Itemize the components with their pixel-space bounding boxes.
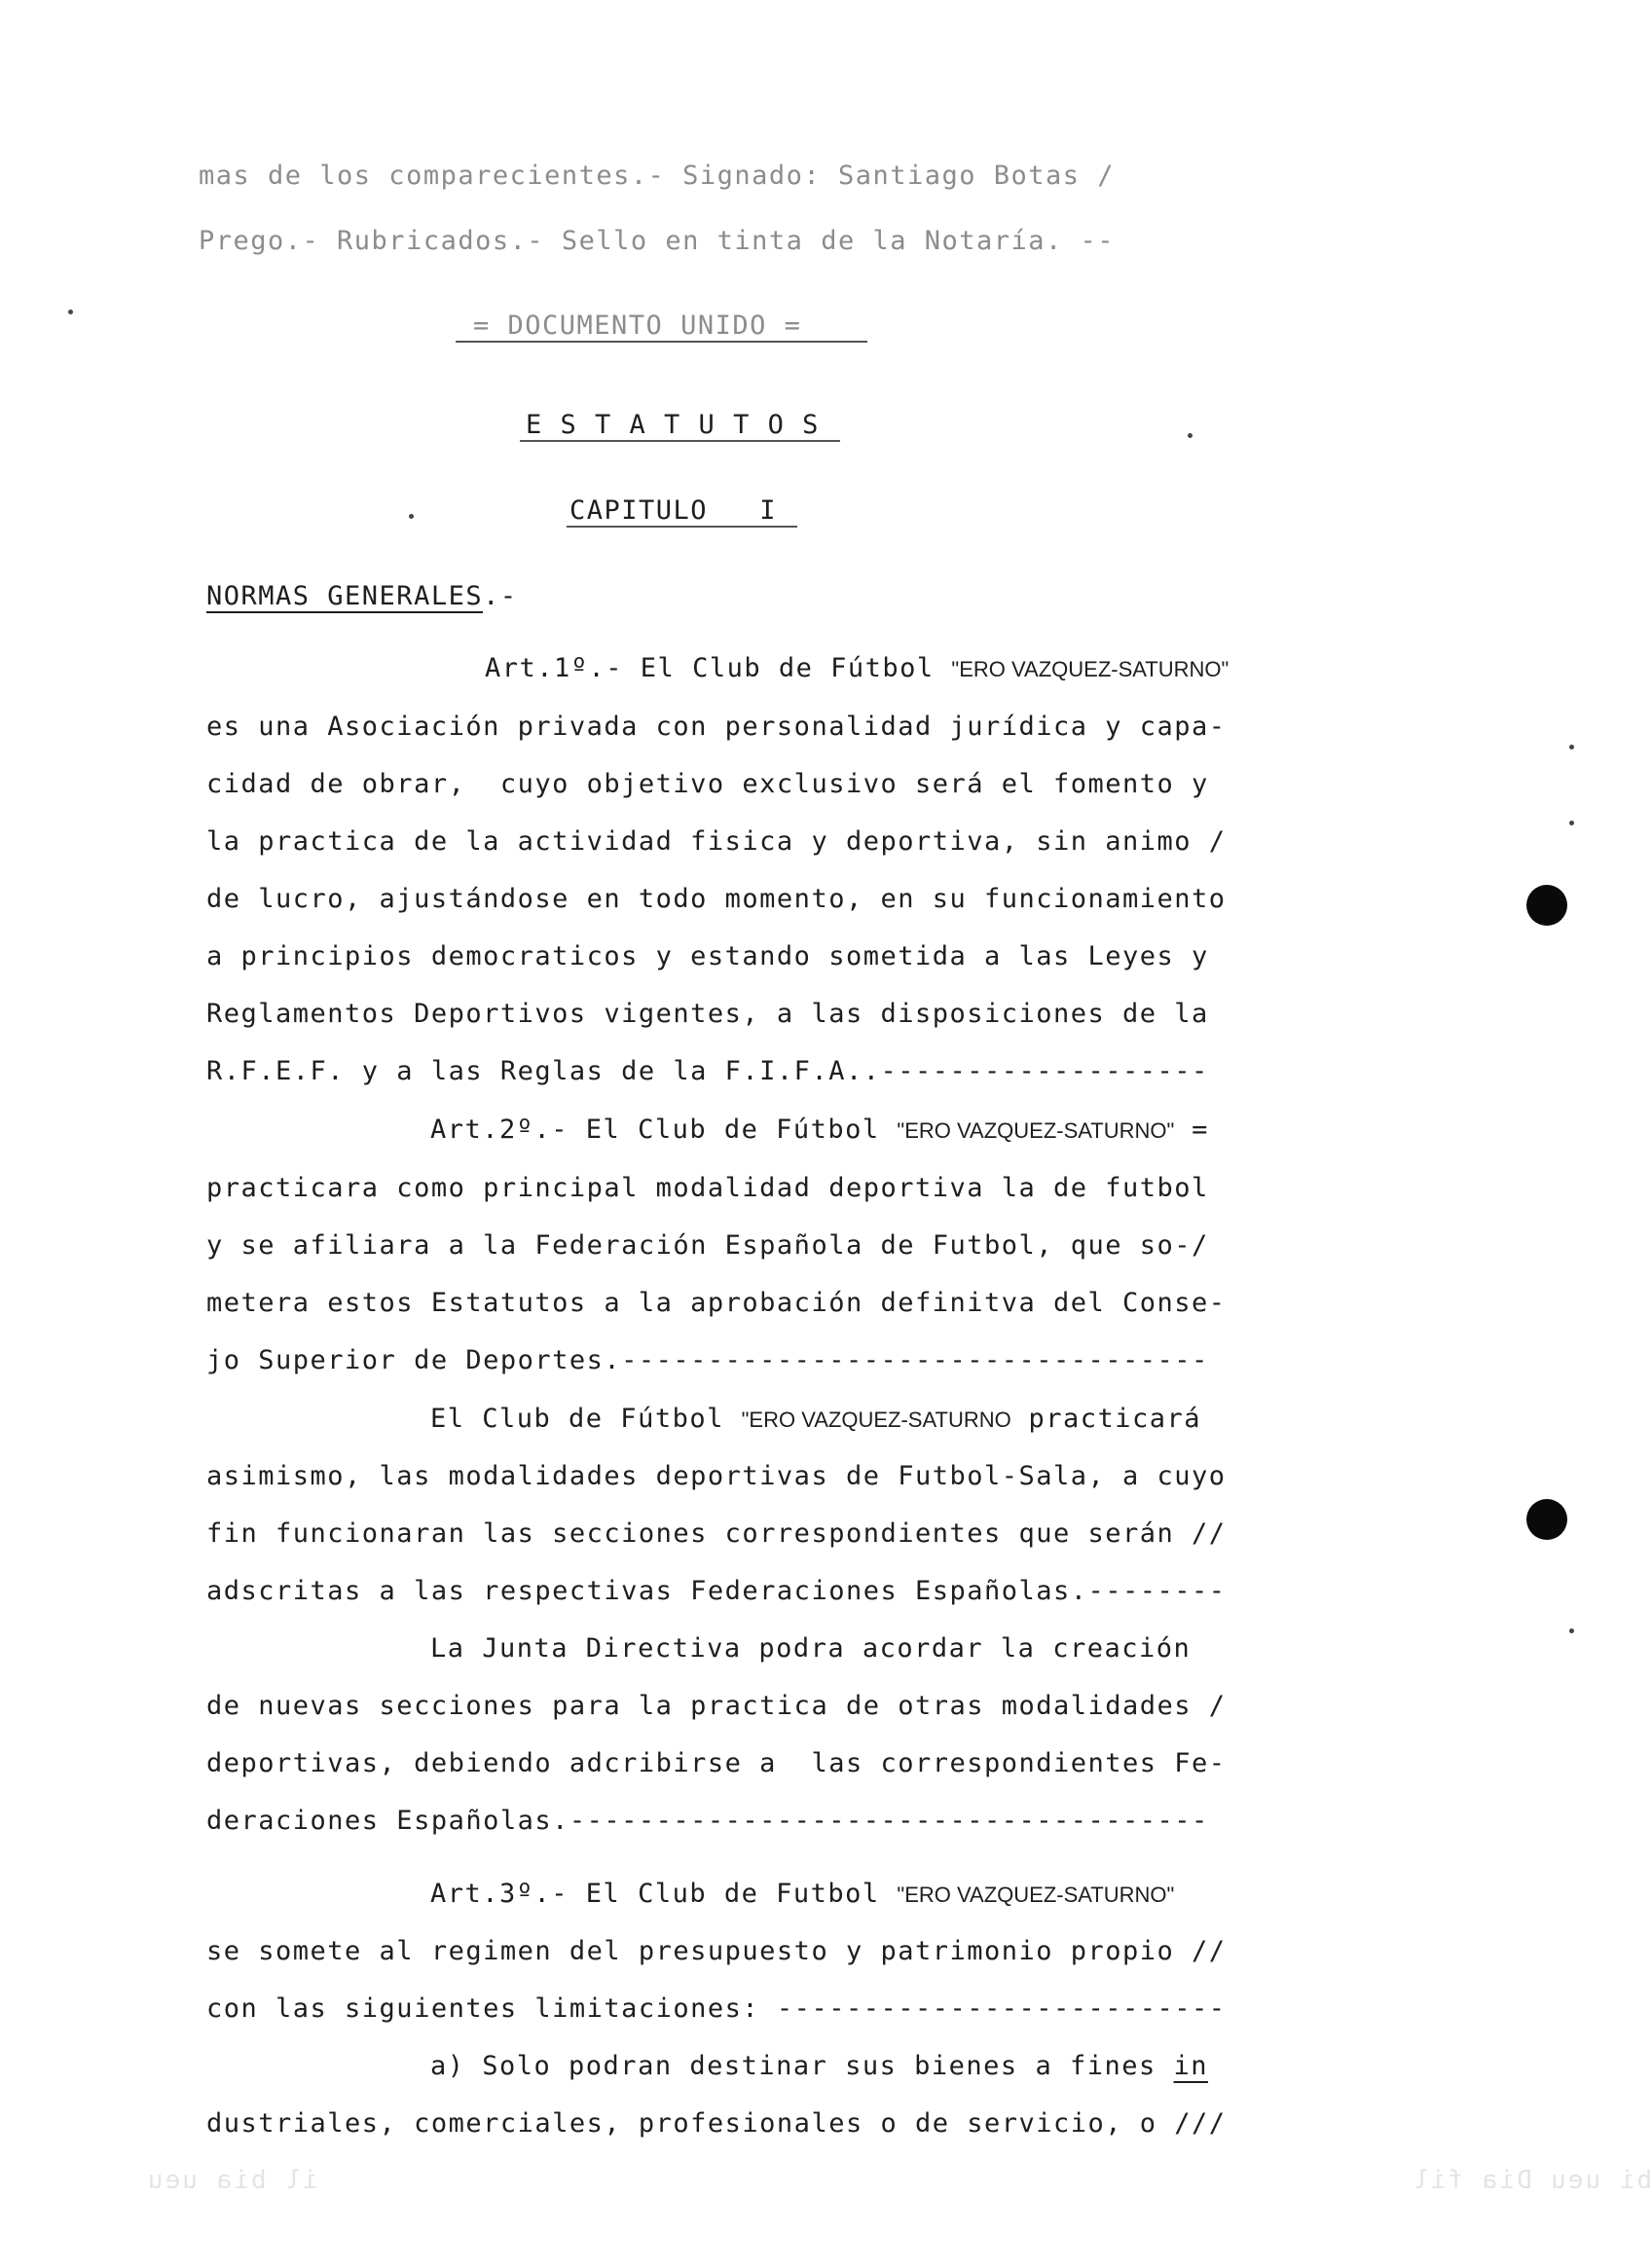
punch-hole-upper — [1526, 885, 1567, 926]
art2-para3-line-3: deraciones Españolas.------------------------------------- — [206, 1806, 1209, 1836]
art3-line-2: con las siguientes limitaciones: -------------------------- — [206, 1994, 1227, 2024]
speck — [409, 514, 414, 519]
punch-hole-lower — [1526, 1499, 1567, 1540]
art3-item-a-text: a) Solo podran destinar sus bienes a fines — [430, 2051, 1174, 2081]
art2-para3-lead: La Junta Directiva podra acordar la creación — [430, 1633, 1192, 1664]
art2-para2-line-1: asimismo, las modalidades deportivas de Futbol-Sala, a cuyo — [206, 1461, 1227, 1491]
art1-line-4: de lucro, ajustándose en todo momento, en su funcionamiento — [206, 884, 1227, 914]
title-underline — [520, 440, 840, 442]
art1-line-5: a principios democraticos y estando sometida a las Leyes y — [206, 941, 1209, 971]
bleed-through-text-left: il bia ueu — [146, 2166, 318, 2195]
art2-line-3: metera estos Estatutos a la aprobación definitva del Conse- — [206, 1288, 1227, 1318]
speck — [68, 310, 73, 314]
art2-lead-text: Art.2º.- El Club de Fútbol — [430, 1115, 898, 1145]
art2-para3-line-1: de nuevas secciones para la practica de otras modalidades / — [206, 1691, 1227, 1721]
club-name: "ERO VAZQUEZ-SATURNO" — [951, 657, 1230, 681]
art3-item-a-lead — [430, 2050, 1208, 2083]
art1-lead — [485, 652, 1229, 686]
section-heading — [206, 580, 518, 613]
art1-line-2: cidad de obrar, cuyo objetivo exclusivo será el fomento y — [206, 769, 1209, 799]
speck — [1569, 821, 1574, 825]
speck — [1569, 1628, 1574, 1633]
art1-line-7: R.F.E.F. y a las Reglas de la F.I.F.A..------------------- — [206, 1056, 1209, 1086]
art1-line-1: es una Asociación privada con personalidad jurídica y capa- — [206, 712, 1227, 742]
art2-para2-lead-text: El Club de Fútbol — [430, 1404, 742, 1434]
chapter-underline — [567, 526, 797, 528]
art2-line-2: y se afiliara a la Federación Española de Futbol, que so-/ — [206, 1230, 1209, 1261]
section-heading-suffix: .- — [483, 581, 518, 611]
art2-para2-lead — [430, 1403, 1201, 1437]
header-line-2: Prego.- Rubricados.- Sello en tinta de la Notaría. -- — [199, 226, 1116, 256]
header-line-1: mas de los comparecientes.- Signado: Santiago Botas / — [199, 161, 1116, 191]
club-name-open: "ERO VAZQUEZ-SATURNO — [741, 1408, 1011, 1432]
art2-lead — [430, 1114, 1209, 1148]
art2-para3-line-2: deportivas, debiendo adcribirse a las correspondientes Fe- — [206, 1748, 1227, 1778]
document-title: E S T A T U T O S — [526, 410, 820, 440]
art1-line-6: Reglamentos Deportivos vigentes, a las disposiciones de la — [206, 999, 1209, 1029]
art3-lead-text: Art.3º.- El Club de Futbol — [430, 1879, 898, 1909]
art3-item-a-line-1: dustriales, comerciales, profesionales o de servicio, o /// — [206, 2108, 1227, 2139]
art2-para2-trail: practicará — [1010, 1404, 1202, 1434]
speck — [1569, 745, 1574, 750]
art3-item-a-end: in — [1173, 2051, 1208, 2081]
art2-para2-line-3: adscritas a las respectivas Federaciones Españolas.-------- — [206, 1576, 1227, 1606]
club-name: "ERO VAZQUEZ-SATURNO" — [897, 1118, 1175, 1143]
chapter-heading: CAPITULO I — [569, 495, 778, 526]
speck — [1188, 433, 1193, 438]
art2-para2-line-2: fin funcionaran las secciones correspondientes que serán // — [206, 1518, 1227, 1549]
document-unido-underline — [456, 341, 867, 343]
club-name: "ERO VAZQUEZ-SATURNO" — [897, 1883, 1175, 1907]
art2-lead-trail: = — [1174, 1115, 1209, 1145]
section-heading-text: NORMAS GENERALES — [206, 581, 484, 611]
art2-line-1: practicara como principal modalidad deportiva la de futbol — [206, 1173, 1209, 1203]
art2-line-4: jo Superior de Deportes.---------------------------------- — [206, 1345, 1209, 1375]
art1-line-3: la practica de la actividad fisica y deportiva, sin animo / — [206, 826, 1227, 857]
art3-lead — [430, 1878, 1174, 1912]
bleed-through-text: bi ueu Dia fil — [1412, 2166, 1652, 2195]
document-unido-label: = DOCUMENTO UNIDO = — [473, 311, 802, 341]
art3-line-1: se somete al regimen del presupuesto y patrimonio propio // — [206, 1936, 1227, 1966]
art1-lead-text: Art.1º.- El Club de Fútbol — [485, 653, 952, 683]
